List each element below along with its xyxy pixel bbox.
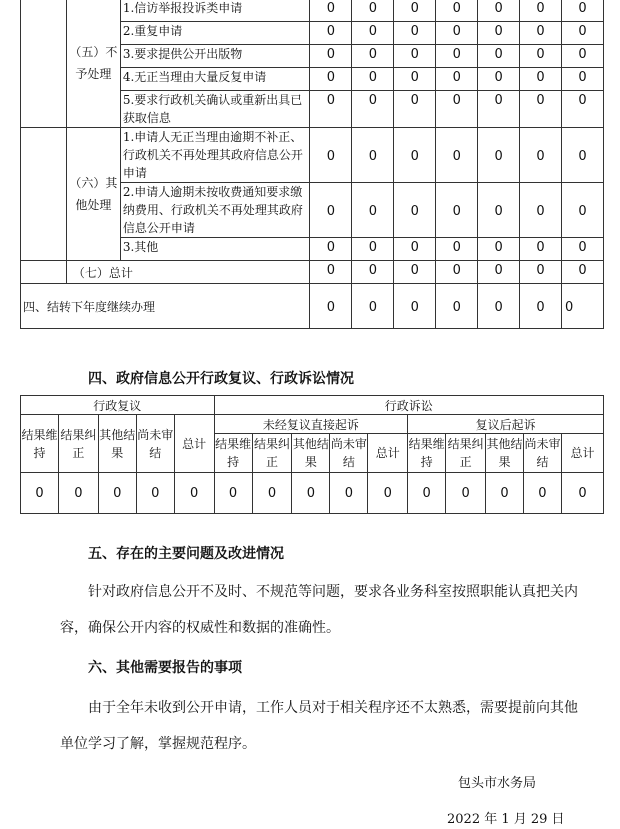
- value-cell: 0: [394, 0, 436, 22]
- row-label: 3.要求提供公开出版物: [120, 45, 310, 68]
- total-label: （七）总计: [66, 261, 310, 284]
- value-cell: 0: [174, 473, 214, 514]
- col-header: 其他结果: [98, 415, 136, 473]
- admin-review-header: 行政复议: [21, 396, 215, 415]
- admin-litigation-header: 行政诉讼: [214, 396, 603, 415]
- value-cell: 0: [352, 45, 394, 68]
- date: 2022 年 1 月 29 日: [447, 812, 565, 827]
- value-cell: 0: [523, 473, 561, 514]
- value-cell: 0: [562, 0, 604, 22]
- value-cell: 0: [478, 0, 520, 22]
- col-header: 结果维持: [408, 434, 446, 473]
- value-cell: 0: [520, 22, 562, 45]
- value-cell: 0: [436, 91, 478, 128]
- value-cell: 0: [562, 22, 604, 45]
- value-cell: 0: [310, 284, 352, 329]
- review-litigation-table: [20, 395, 604, 514]
- value-cell: 0: [436, 261, 478, 284]
- value-cell: 0: [310, 68, 352, 91]
- section5-text: 针对政府信息公开不及时、不规范等问题，要求各业务科室按照职能认真把关内容，确保公开内容的权威性和数据的准确性。: [60, 584, 578, 636]
- row-label: 2.重复申请: [120, 22, 310, 45]
- value-cell: 0: [310, 22, 352, 45]
- value-cell: 0: [520, 128, 562, 183]
- blank-cell: [21, 128, 67, 261]
- row-label: 2.申请人逾期未按收费通知要求缴纳费用、行政机关不再处理其政府信息公开申请: [120, 183, 310, 238]
- value-cell: 0: [98, 473, 136, 514]
- section6-text: 由于全年未收到公开申请，工作人员对于相关程序还不太熟悉，需要提前向其他单位学习了解，掌握规范程序。: [60, 700, 578, 752]
- value-cell: 0: [214, 473, 252, 514]
- row-label: 4.无正当理由大量反复申请: [120, 68, 310, 91]
- value-cell: 0: [520, 238, 562, 261]
- section5-title: 五、存在的主要问题及改进情况: [88, 546, 284, 562]
- value-cell: 0: [352, 238, 394, 261]
- value-cell: 0: [562, 284, 604, 329]
- value-cell: 0: [352, 0, 394, 22]
- category-label: （五）不予处理: [66, 0, 120, 128]
- value-cell: 0: [352, 68, 394, 91]
- value-cell: 0: [292, 473, 330, 514]
- col-header: 结果纠正: [252, 434, 292, 473]
- value-cell: 0: [478, 22, 520, 45]
- value-cell: 0: [436, 45, 478, 68]
- value-cell: 0: [562, 91, 604, 128]
- value-cell: 0: [562, 238, 604, 261]
- value-cell: 0: [394, 128, 436, 183]
- value-cell: 0: [352, 22, 394, 45]
- blank-cell: [21, 261, 67, 284]
- col-header: 结果维持: [21, 415, 59, 473]
- value-cell: 0: [478, 284, 520, 329]
- value-cell: 0: [436, 22, 478, 45]
- row-label: 5.要求行政机关确认或重新出具已获取信息: [120, 91, 310, 128]
- value-cell: 0: [478, 128, 520, 183]
- value-cell: 0: [394, 91, 436, 128]
- col-header: 结果维持: [214, 434, 252, 473]
- value-cell: 0: [394, 261, 436, 284]
- value-cell: 0: [352, 261, 394, 284]
- value-cell: 0: [310, 183, 352, 238]
- value-cell: 0: [520, 284, 562, 329]
- col-header: 尚未审结: [136, 415, 174, 473]
- value-cell: 0: [368, 473, 408, 514]
- value-cell: 0: [478, 45, 520, 68]
- value-cell: 0: [21, 473, 59, 514]
- value-cell: 0: [394, 45, 436, 68]
- row-label: 1.信访举报投诉类申请: [120, 0, 310, 22]
- direct-suit-header: 未经复议直接起诉: [214, 415, 408, 434]
- value-cell: 0: [478, 183, 520, 238]
- value-cell: 0: [520, 68, 562, 91]
- value-cell: 0: [352, 183, 394, 238]
- value-cell: 0: [520, 45, 562, 68]
- value-cell: 0: [436, 238, 478, 261]
- carry-over-label: 四、结转下年度继续办理: [21, 284, 310, 329]
- col-header: 其他结果: [292, 434, 330, 473]
- value-cell: 0: [436, 68, 478, 91]
- col-header: 其他结果: [486, 434, 524, 473]
- section6-title: 六、其他需要报告的事项: [88, 660, 242, 676]
- value-cell: 0: [478, 68, 520, 91]
- row-label: 3.其他: [120, 238, 310, 261]
- col-header: 总计: [368, 434, 408, 473]
- value-cell: 0: [446, 473, 486, 514]
- value-cell: 0: [310, 45, 352, 68]
- value-cell: 0: [394, 22, 436, 45]
- col-header: 尚未审结: [330, 434, 368, 473]
- processing-results-table: [20, 0, 604, 329]
- value-cell: 0: [562, 45, 604, 68]
- value-cell: 0: [436, 183, 478, 238]
- section4-title: 四、政府信息公开行政复议、行政诉讼情况: [88, 371, 354, 387]
- value-cell: 0: [562, 261, 604, 284]
- value-cell: 0: [310, 261, 352, 284]
- value-cell: 0: [562, 68, 604, 91]
- row-label: 1.申请人无正当理由逾期不补正、行政机关不再处理其政府信息公开申请: [120, 128, 310, 183]
- value-cell: 0: [310, 0, 352, 22]
- value-cell: 0: [436, 0, 478, 22]
- value-cell: 0: [520, 91, 562, 128]
- value-cell: 0: [486, 473, 524, 514]
- value-cell: 0: [352, 128, 394, 183]
- value-cell: 0: [520, 0, 562, 22]
- col-header: 结果纠正: [446, 434, 486, 473]
- value-cell: 0: [562, 183, 604, 238]
- value-cell: 0: [394, 68, 436, 91]
- value-cell: 0: [58, 473, 98, 514]
- value-cell: 0: [310, 128, 352, 183]
- value-cell: 0: [352, 91, 394, 128]
- value-cell: 0: [436, 284, 478, 329]
- value-cell: 0: [478, 261, 520, 284]
- col-header: 总计: [561, 434, 603, 473]
- signature: 包头市水务局: [458, 776, 537, 791]
- value-cell: 0: [252, 473, 292, 514]
- value-cell: 0: [394, 284, 436, 329]
- col-header: 总计: [174, 415, 214, 473]
- value-cell: 0: [562, 128, 604, 183]
- value-cell: 0: [310, 238, 352, 261]
- value-cell: 0: [478, 238, 520, 261]
- col-header: 结果纠正: [58, 415, 98, 473]
- blank-cell: [21, 0, 67, 128]
- value-cell: 0: [520, 261, 562, 284]
- value-cell: 0: [330, 473, 368, 514]
- value-cell: 0: [310, 91, 352, 128]
- value-cell: 0: [394, 238, 436, 261]
- value-cell: 0: [436, 128, 478, 183]
- category-label: （六）其他处理: [66, 128, 120, 261]
- value-cell: 0: [136, 473, 174, 514]
- value-cell: 0: [520, 183, 562, 238]
- value-cell: 0: [352, 284, 394, 329]
- value-cell: 0: [408, 473, 446, 514]
- value-cell: 0: [561, 473, 603, 514]
- col-header: 尚未审结: [523, 434, 561, 473]
- value-cell: 0: [478, 91, 520, 128]
- value-cell: 0: [394, 183, 436, 238]
- after-review-suit-header: 复议后起诉: [408, 415, 604, 434]
